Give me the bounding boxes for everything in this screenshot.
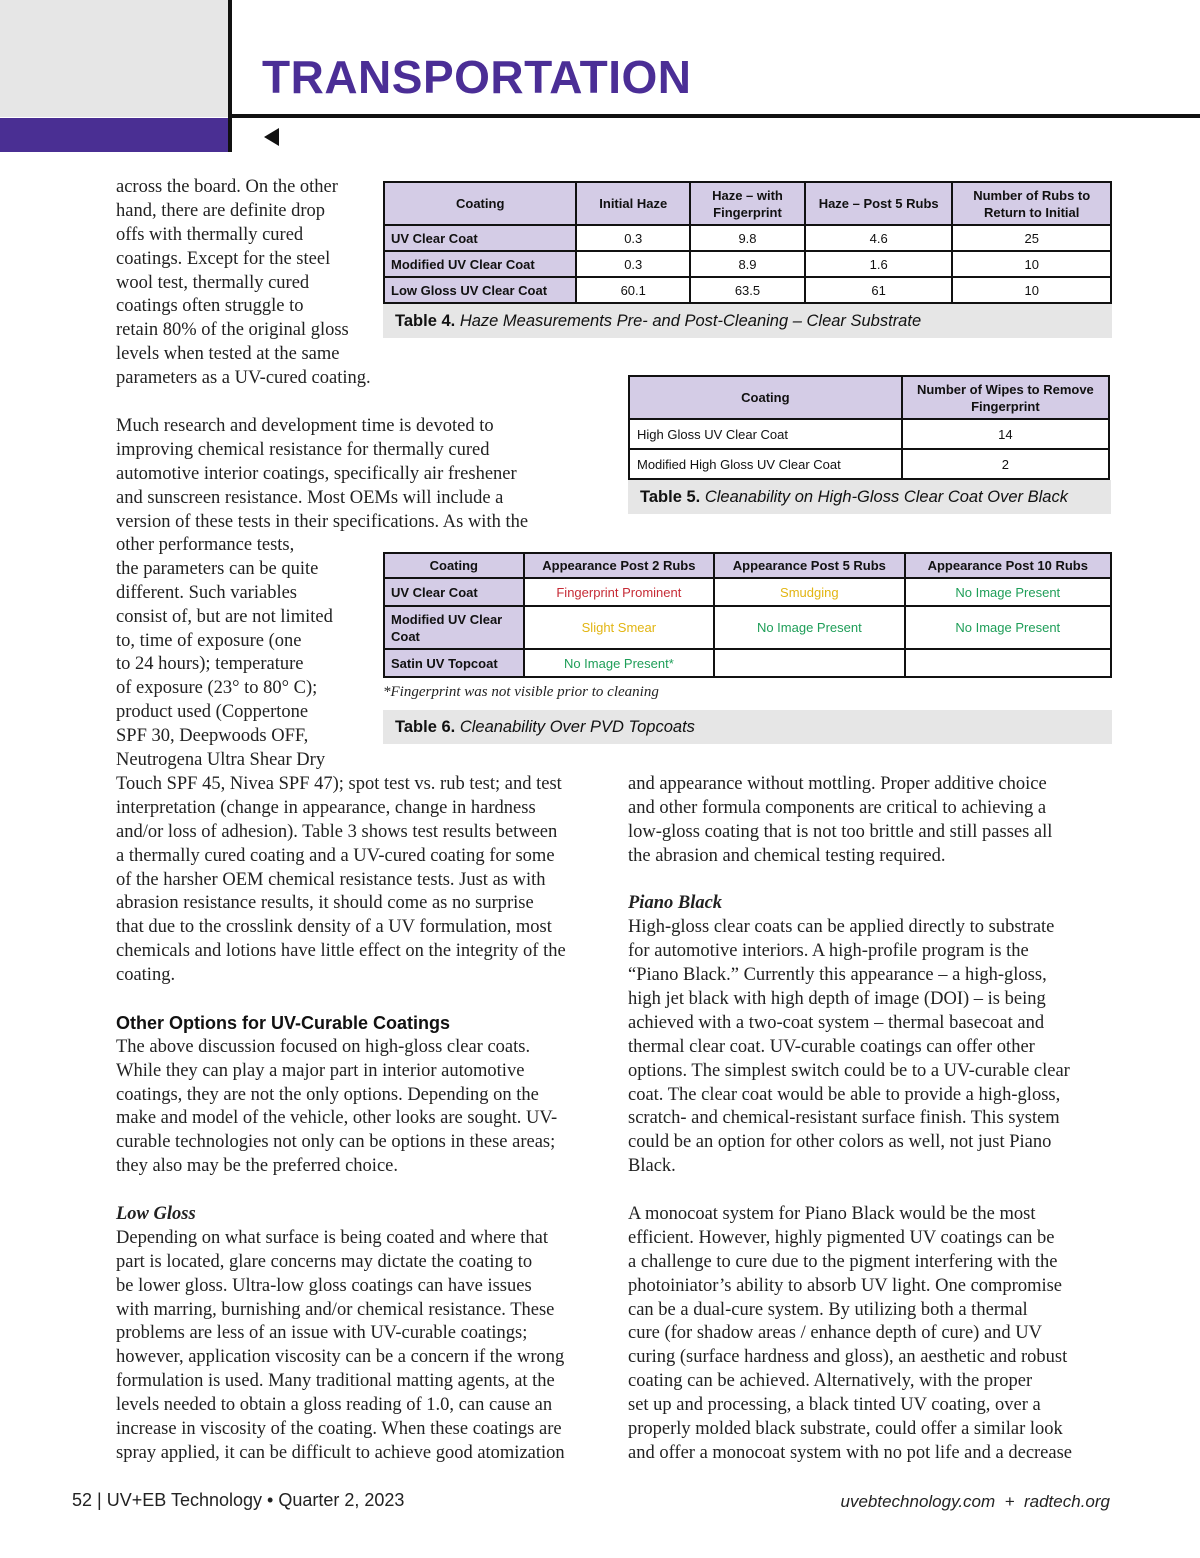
text-line: interpretation (change in appearance, change in hardness [116, 797, 536, 818]
text-line: coating can be achieved. Alternatively, with the proper [628, 1371, 1033, 1392]
caption-label: Table 6. [395, 718, 456, 736]
subheading-low-gloss: Low Gloss [116, 1204, 196, 1225]
table-header: Appearance Post 10 Rubs [905, 553, 1111, 578]
publication-name: UV+EB Technology [106, 1490, 263, 1510]
footer-publication [72, 1490, 404, 1511]
text-line: they also may be the preferred choice. [116, 1156, 398, 1177]
table-6-pvd [383, 552, 1112, 678]
row-label: Low Gloss UV Clear Coat [384, 277, 576, 303]
table-row [629, 449, 1109, 479]
text-line: properly molded black substrate, could offer a similar look [628, 1419, 1063, 1440]
text-line: wool test, thermally cured [116, 272, 310, 293]
table-row [384, 606, 1111, 649]
table-header: Appearance Post 5 Rubs [714, 553, 904, 578]
header-purple-band [0, 118, 228, 152]
table-row [629, 419, 1109, 449]
row-label: Modified UV Clear Coat [384, 251, 576, 277]
table-cell: 0.3 [576, 251, 690, 277]
text-line: consist of, but are not limited [116, 606, 333, 627]
text-line: coatings, they are not the only options. Depending on the [116, 1084, 539, 1105]
caption-label: Table 4. [395, 312, 456, 330]
table-cell: 25 [952, 225, 1111, 251]
table-header: Coating [384, 182, 576, 225]
table-row [384, 649, 1111, 677]
table-4-caption [383, 304, 1112, 338]
text-line: high jet black with high depth of image (DOI) – is being [628, 989, 1046, 1010]
table-cell: 0.3 [576, 225, 690, 251]
text-line: a thermally cured coating and a UV-cured coating for some [116, 845, 555, 866]
text-line: other performance tests, [116, 535, 295, 555]
text-line: low-gloss coating that is not too brittle and still passes all [628, 821, 1053, 842]
table-cell: Smudging [714, 578, 904, 606]
page-number: 52 [72, 1490, 93, 1510]
text-line: parameters as a UV-cured coating. [116, 368, 371, 389]
table-cell: No Image Present* [524, 649, 714, 677]
text-line: can be a dual-cure system. By utilizing both a thermal [628, 1299, 1028, 1320]
text-line: A monocoat system for Piano Black would be the most [628, 1204, 1036, 1225]
text-line: the parameters can be quite [116, 558, 319, 579]
text-line: scratch- and chemical-resistant surface finish. This system [628, 1108, 1060, 1129]
text-line: and offer a monocoat system with no pot life and a decrease [628, 1442, 1073, 1463]
text-line: photoiniator’s ability to absorb UV light. One compromise [628, 1275, 1063, 1296]
text-line: spray applied, it can be difficult to achieve good atomization [116, 1442, 565, 1463]
text-line: Touch SPF 45, Nivea SPF 47); spot test vs. rub test; and test [116, 774, 562, 794]
text-line: thermal clear coat. UV-curable coatings can offer other [628, 1036, 1035, 1057]
text-line: curable technologies not only can be options in these areas; [116, 1132, 556, 1153]
row-label: Satin UV Topcoat [384, 649, 524, 677]
text-line: Black. [628, 1156, 676, 1177]
text-line: High-gloss clear coats can be applied directly to substrate [628, 917, 1055, 938]
issue-date: Quarter 2, 2023 [278, 1490, 405, 1510]
text-line: to, time of exposure (one [116, 630, 302, 651]
text-line: formulation is used. Many traditional matting agents, at the [116, 1371, 555, 1392]
text-line: be lower gloss. Ultra-low gloss coatings can have issues [116, 1275, 532, 1296]
text-line: abrasion resistance results, it should come as no surprise [116, 893, 534, 914]
text-line: coat. The clear coat would be able to provide a high-gloss, [628, 1084, 1061, 1105]
left-triangle-icon[interactable] [264, 128, 279, 146]
table-cell: No Image Present [905, 578, 1111, 606]
header-divider-horizontal [228, 114, 1200, 118]
text-line: hand, there are definite drop [116, 200, 326, 221]
subheading-other-options: Other Options for UV-Curable Coatings [116, 1012, 451, 1033]
table-cell: 8.9 [690, 251, 805, 277]
header-grey-block [0, 0, 228, 117]
table-header: Haze – with Fingerprint [690, 182, 805, 225]
table-cell: 14 [902, 419, 1109, 449]
text-line: for automotive interiors. A high-profile program is the [628, 941, 1029, 962]
text-line: improving chemical resistance for thermally cured [116, 439, 490, 460]
caption-text: Haze Measurements Pre- and Post-Cleaning – Clear Substrate [459, 312, 922, 330]
text-line: Neutrogena Ultra Shear Dry [116, 750, 326, 771]
header-divider-vertical [228, 0, 232, 152]
table-cell: Fingerprint Prominent [524, 578, 714, 606]
table-6-caption [383, 710, 1112, 744]
table-cell [905, 649, 1111, 677]
text-line: Depending on what surface is being coated and where that [116, 1227, 549, 1248]
table-row [384, 578, 1111, 606]
text-line: could be an option for other colors as well, not just Piano [628, 1132, 1052, 1153]
text-line: retain 80% of the original gloss [116, 320, 349, 341]
text-line: achieved with a two-coat system – thermal basecoat and [628, 1012, 1045, 1033]
text-line: offs with thermally cured [116, 224, 304, 245]
table-cell: 1.6 [805, 251, 953, 277]
text-line: a challenge to cure due to the pigment interfering with the [628, 1251, 1058, 1272]
text-line: version of these tests in their specifications. As with the [116, 511, 529, 532]
table-row [384, 225, 1111, 251]
text-line: and other formula components are critical to achieving a [628, 797, 1047, 818]
table-cell: Slight Smear [524, 606, 714, 649]
text-line: coatings often struggle to [116, 296, 304, 317]
text-line: and appearance without mottling. Proper additive choice [628, 774, 1047, 794]
table-cell: 60.1 [576, 277, 690, 303]
footer-websites[interactable]: uvebtechnology.com + radtech.org [840, 1492, 1110, 1511]
body-text-top [116, 176, 371, 391]
text-line: automotive interior coatings, specifically air freshener [116, 463, 517, 484]
table-cell: No Image Present [905, 606, 1111, 649]
text-line: set up and processing, a black tinted UV coating, over a [628, 1395, 1041, 1416]
subheading-piano-black: Piano Black [628, 893, 723, 914]
text-line: levels when tested at the same [116, 344, 340, 365]
row-label: Modified UV Clear Coat [384, 606, 524, 649]
table-header: Initial Haze [576, 182, 690, 225]
text-line: the abrasion and chemical testing required. [628, 845, 946, 866]
text-line: across the board. On the other [116, 177, 338, 197]
row-label: UV Clear Coat [384, 578, 524, 606]
text-line: coatings. Except for the steel [116, 248, 331, 269]
row-label: UV Clear Coat [384, 225, 576, 251]
text-line: curing (surface hardness and gloss), an aesthetic and robust [628, 1347, 1068, 1368]
bullet-separator: • [267, 1490, 279, 1510]
caption-label: Table 5. [640, 488, 701, 506]
table-cell: 61 [805, 277, 953, 303]
table-cell: 10 [952, 251, 1111, 277]
table-5-wipes [628, 375, 1110, 480]
text-line: SPF 30, Deepwoods OFF, [116, 726, 309, 747]
text-line: make and model of the vehicle, other looks are sought. UV- [116, 1108, 558, 1129]
body-text-mid [116, 415, 528, 534]
caption-text: Cleanability Over PVD Topcoats [459, 718, 695, 736]
table-cell: 10 [952, 277, 1111, 303]
text-line: coating. [116, 965, 176, 986]
table-cell: 2 [902, 449, 1109, 479]
table-header: Number of Wipes to Remove Fingerprint [902, 376, 1109, 419]
text-line: Much research and development time is devoted to [116, 416, 494, 436]
text-line: product used (Coppertone [116, 702, 309, 723]
text-line: efficient. However, highly pigmented UV coatings can be [628, 1227, 1055, 1248]
table-4-haze [383, 181, 1112, 304]
text-line: of the harsher OEM chemical resistance tests. Just as with [116, 869, 546, 890]
text-line: and/or loss of adhesion). Table 3 shows test results between [116, 821, 558, 842]
text-line: part is located, glare concerns may dictate the coating to [116, 1251, 533, 1272]
table-header: Coating [384, 553, 524, 578]
table-cell [714, 649, 904, 677]
table-6-footnote: *Fingerprint was not visible prior to cleaning [383, 684, 659, 700]
table-row [384, 277, 1111, 303]
table-cell: 4.6 [805, 225, 953, 251]
text-line: The above discussion focused on high-gloss clear coats. [116, 1036, 531, 1057]
table-header: Coating [629, 376, 902, 419]
body-text-narrow [116, 534, 333, 773]
row-label: High Gloss UV Clear Coat [629, 419, 902, 449]
text-line: While they can play a major part in interior automotive [116, 1060, 525, 1081]
text-line: with marring, burnishing and/or chemical resistance. These [116, 1299, 555, 1320]
table-row [384, 251, 1111, 277]
table-cell: 63.5 [690, 277, 805, 303]
text-line: increase in viscosity of the coating. When these coatings are [116, 1419, 562, 1440]
text-line: “Piano Black.” Currently this appearance – a high-gloss, [628, 965, 1047, 986]
row-label: Modified High Gloss UV Clear Coat [629, 449, 902, 479]
text-line: to 24 hours); temperature [116, 654, 304, 675]
text-line: chemicals and lotions have little effect on the integrity of the [116, 941, 566, 962]
text-line: different. Such variables [116, 582, 297, 603]
table-cell: 9.8 [690, 225, 805, 251]
text-line: however, application viscosity can be a concern if the wrong [116, 1347, 565, 1368]
table-header: Haze – Post 5 Rubs [805, 182, 953, 225]
body-text-right-column [628, 773, 1072, 1466]
section-title: TRANSPORTATION [262, 51, 692, 103]
text-line: and sunscreen resistance. Most OEMs will include a [116, 487, 504, 508]
table-header: Appearance Post 2 Rubs [524, 553, 714, 578]
caption-text: Cleanability on High-Gloss Clear Coat Over Black [704, 488, 1068, 506]
text-line: that due to the crosslink density of a UV formulation, most [116, 917, 552, 938]
text-line: problems are less of an issue with UV-curable coatings; [116, 1323, 528, 1344]
text-line: of exposure (23° to 80° C); [116, 678, 318, 699]
footer-separator: | [97, 1490, 107, 1510]
text-line: levels needed to obtain a gloss reading of 1.0, can cause an [116, 1395, 553, 1416]
text-line: options. The simplest switch could be to a UV-curable clear [628, 1060, 1070, 1081]
table-header: Number of Rubs to Return to Initial [952, 182, 1111, 225]
table-cell: No Image Present [714, 606, 904, 649]
body-text-left-column [116, 773, 566, 1466]
table-5-caption [628, 480, 1111, 514]
text-line: cure (for shadow areas / enhance depth of cure) and UV [628, 1323, 1043, 1344]
